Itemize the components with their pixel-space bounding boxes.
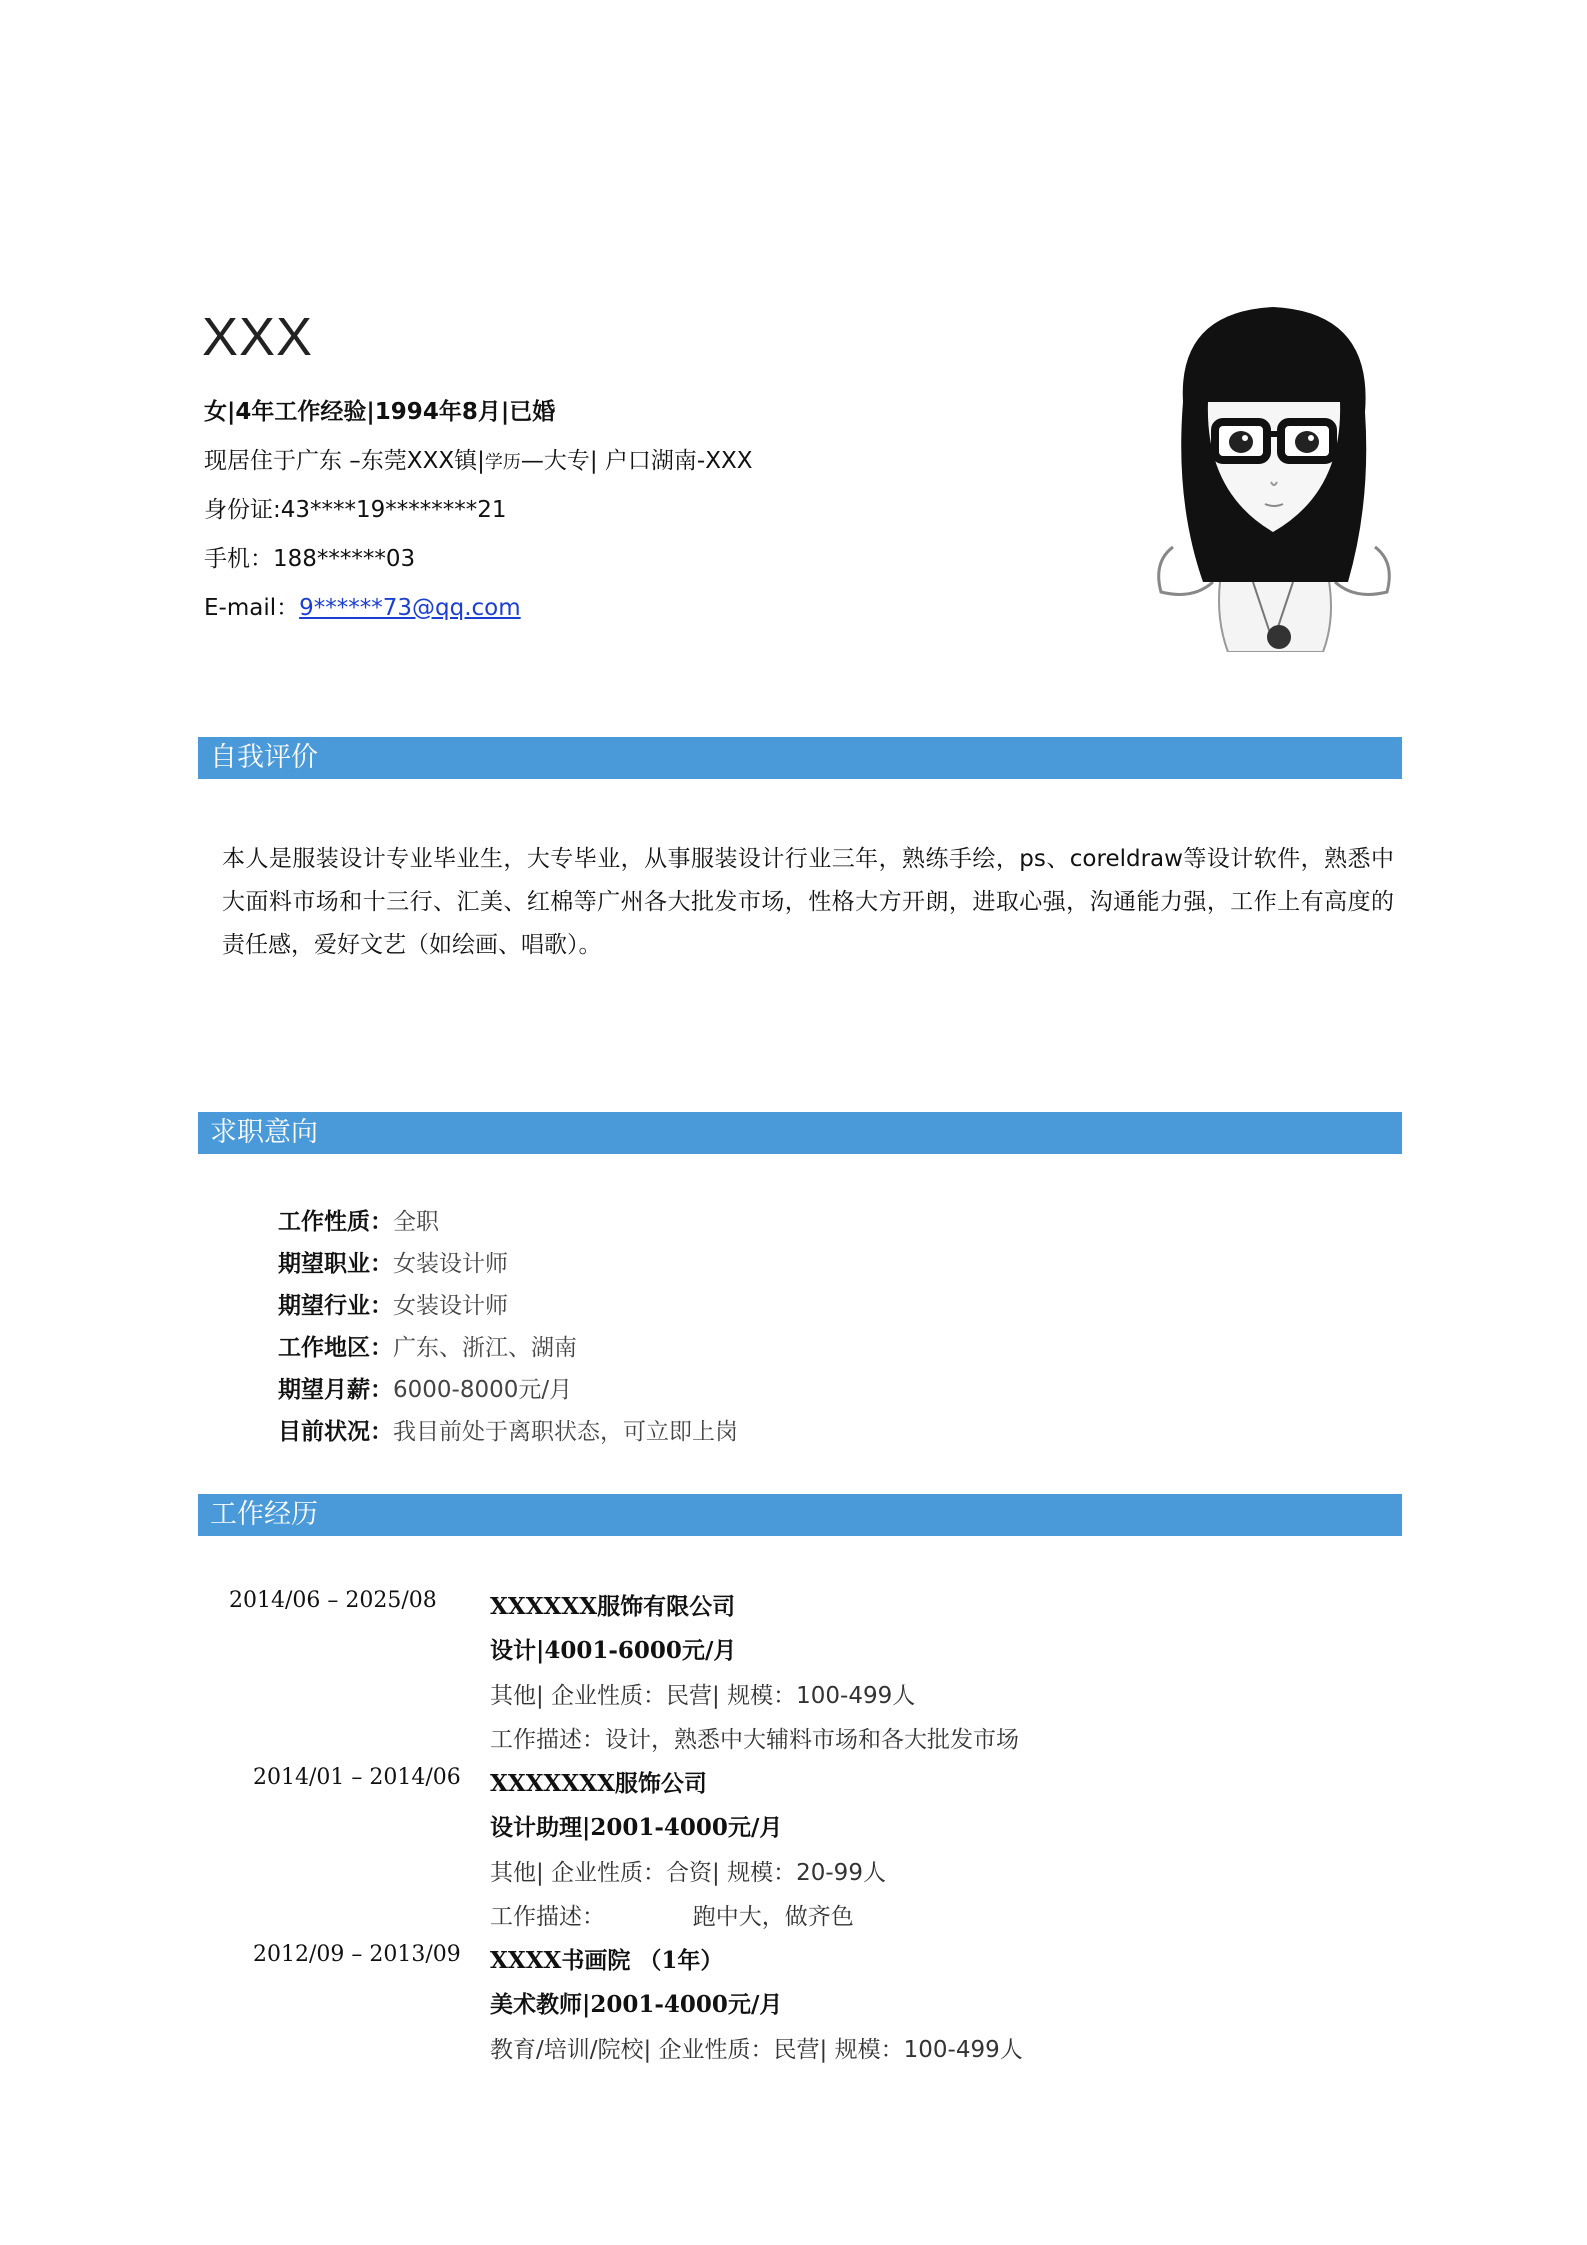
- job-position: 设计|4001-6000元/月: [490, 1637, 737, 1664]
- intent-row: [278, 1371, 572, 1404]
- intent-row: [278, 1413, 738, 1446]
- intent-value: 女装设计师: [393, 1251, 508, 1277]
- job-description: 工作描述： 跑中大，做齐色: [490, 1904, 854, 1930]
- intent-value: 广东、浙江、湖南: [393, 1335, 577, 1361]
- section-work-experience: 工作经历: [198, 1494, 1402, 1536]
- intent-value: 我目前处于离职状态，可立即上岗: [393, 1419, 738, 1445]
- job-position: 美术教师|2001-4000元/月: [490, 1991, 783, 2018]
- education-hukou-text: —大专| 户口湖南-XXX: [520, 448, 753, 474]
- section-job-intention: 求职意向: [198, 1112, 1402, 1154]
- job-company: XXXXXX服饰有限公司: [490, 1593, 736, 1620]
- phone-label: 手机：: [204, 546, 273, 572]
- residence-line: [204, 442, 752, 475]
- job-date: 2014/06 – 2025/08: [229, 1588, 437, 1613]
- job-date: 2014/01 – 2014/06: [253, 1765, 461, 1790]
- id-label: 身份证:: [204, 497, 281, 523]
- job-company: XXXXXXX服饰公司: [490, 1770, 707, 1797]
- id-value: 43****19********21: [280, 497, 507, 523]
- self-evaluation-text: 本人是服装设计专业毕业生，大专毕业，从事服装设计行业三年，熟练手绘，ps、coreldraw等设计软件，熟悉中大面料市场和十三行、汇美、红棉等广州各大批发市场，性格大方开朗，进取心强，沟通能力强，工作上有高度的责任感，爱好文艺（如绘画、唱歌）。: [222, 846, 1394, 958]
- intent-value: 6000-8000元/月: [393, 1377, 573, 1403]
- section-self-evaluation: 自我评价: [198, 737, 1402, 779]
- job-position: 设计助理|2001-4000元/月: [490, 1814, 783, 1841]
- intent-value: 女装设计师: [393, 1293, 508, 1319]
- intent-label: 期望月薪：: [278, 1377, 393, 1403]
- job-meta: 其他| 企业性质：民营| 规模：100-499人: [490, 1683, 916, 1709]
- candidate-name: XXX: [202, 307, 314, 367]
- education-label: 学历: [484, 452, 521, 473]
- email-line: [204, 589, 521, 622]
- email-link[interactable]: 9******73@qq.com: [299, 595, 521, 621]
- intent-label: 目前状况：: [278, 1419, 393, 1445]
- phone-line: [204, 540, 415, 573]
- job-description: 工作描述：设计，熟悉中大辅料市场和各大批发市场: [490, 1727, 1019, 1753]
- intent-row: [278, 1329, 577, 1362]
- job-meta: 其他| 企业性质：合资| 规模：20-99人: [490, 1860, 886, 1886]
- intent-row: [278, 1287, 508, 1320]
- job-company: XXXX书画院 （1年）: [490, 1947, 724, 1974]
- intent-value: 全职: [393, 1209, 439, 1235]
- intent-label: 期望职业：: [278, 1251, 393, 1277]
- intent-label: 期望行业：: [278, 1293, 393, 1319]
- phone-value: 188******03: [273, 546, 416, 572]
- intent-label: 工作性质：: [278, 1209, 393, 1235]
- intent-label: 工作地区：: [278, 1335, 393, 1361]
- intent-row: [278, 1245, 508, 1278]
- job-meta: 教育/培训/院校| 企业性质：民营| 规模：100-499人: [490, 2037, 1023, 2063]
- intent-row: [278, 1203, 439, 1236]
- avatar-illustration: [1133, 282, 1415, 652]
- basic-info-line: 女|4年工作经验|1994年8月|已婚: [204, 399, 556, 425]
- residence-text: 现居住于广东 –东莞XXX镇|: [204, 448, 485, 474]
- profile-photo: [1133, 282, 1415, 652]
- email-label: E-mail：: [204, 595, 300, 621]
- id-line: [204, 491, 507, 524]
- job-date: 2012/09 – 2013/09: [253, 1942, 461, 1967]
